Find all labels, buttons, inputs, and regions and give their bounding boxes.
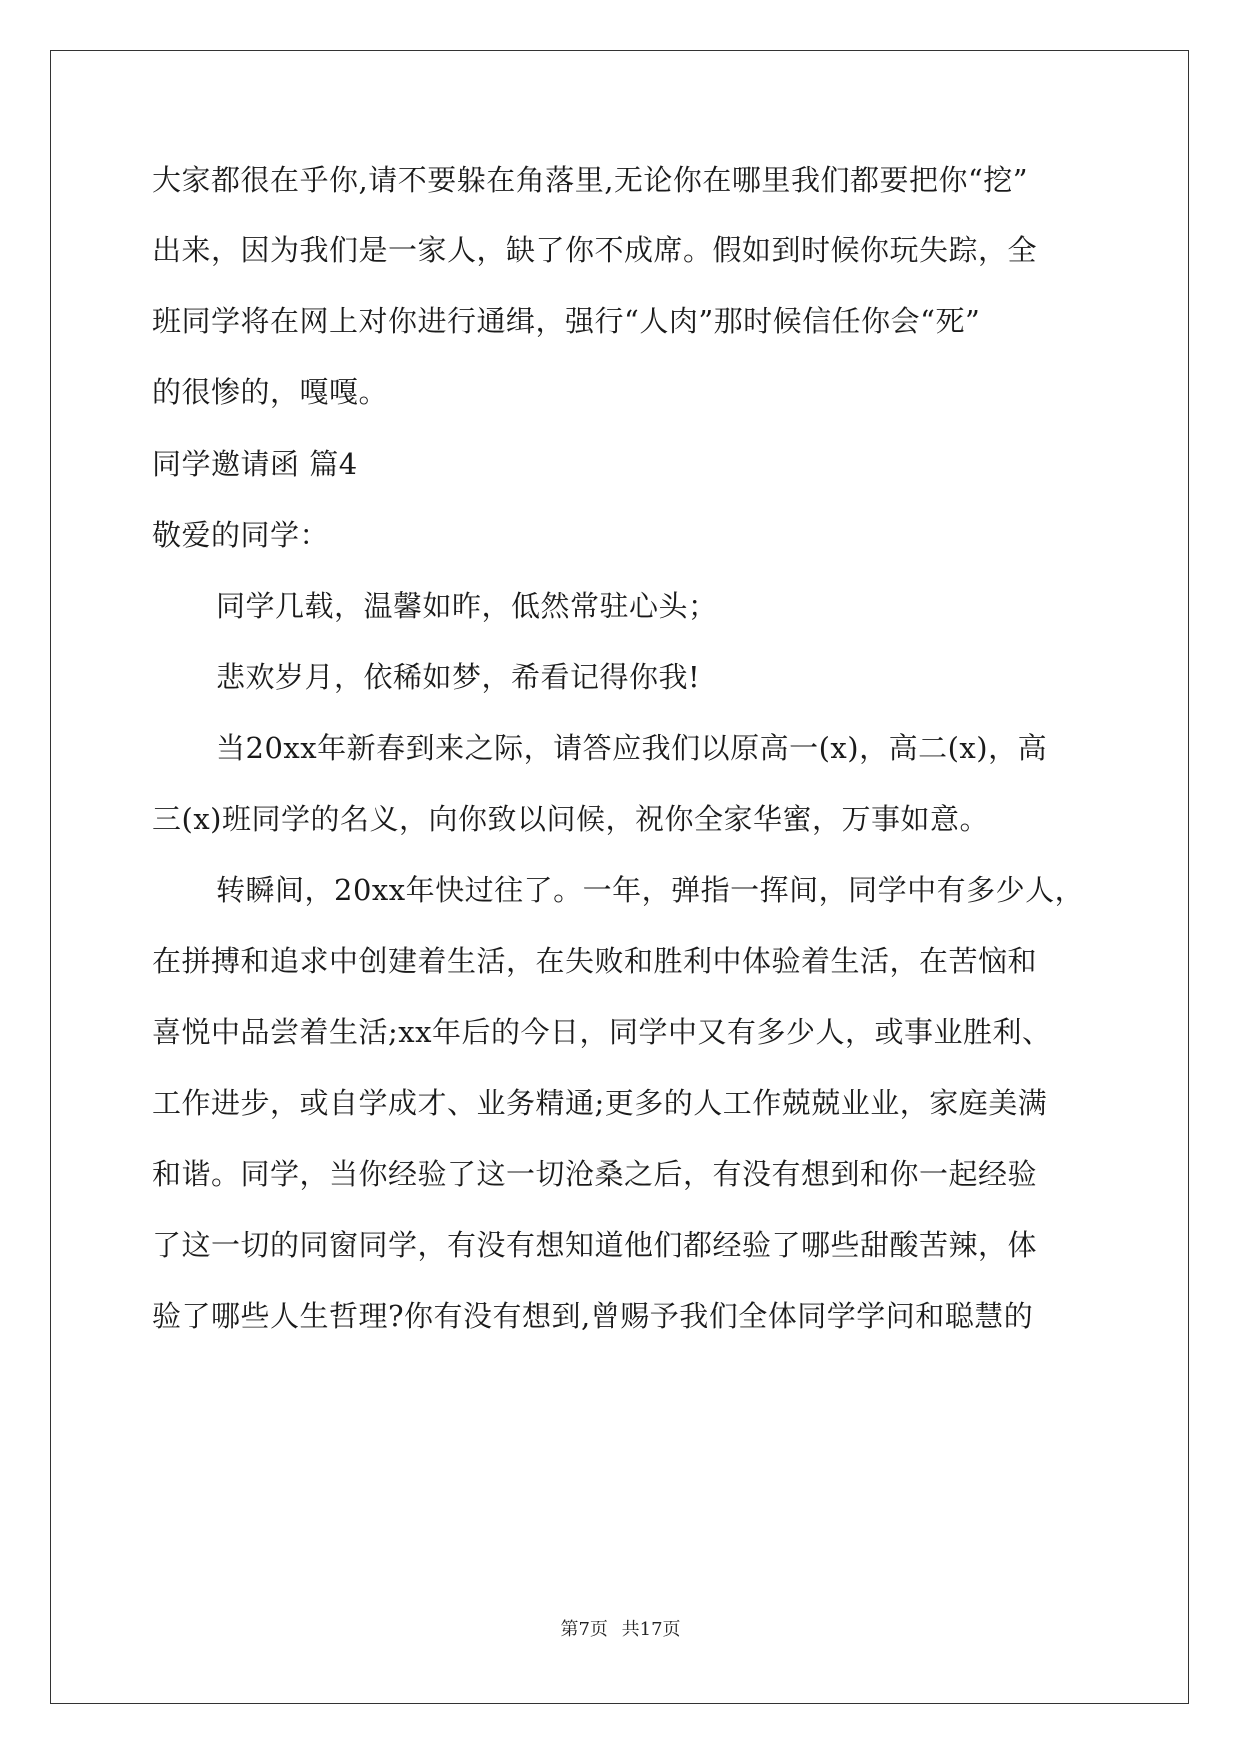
body-text-line: 在拼搏和追求中创建着生活，在失败和胜利中体验着生活，在苦恼和 <box>152 944 1038 978</box>
body-text-line: 悲欢岁月，依稀如梦，希看记得你我! <box>216 660 701 694</box>
page-number: 第7页 <box>560 1619 608 1640</box>
body-text-line: 喜悦中品尝着生活;xx年后的今日，同学中又有多少人，或事业胜利、 <box>152 1015 1052 1049</box>
body-text-line: 班同学将在网上对你进行通缉，强行“人肉”那时候信任你会“死” <box>152 304 981 338</box>
body-text-line: 了这一切的同窗同学，有没有想知道他们都经验了哪些甜酸苦辣，体 <box>152 1228 1038 1262</box>
body-text-line: 验了哪些人生哲理?你有没有想到,曾赐予我们全体同学学问和聪慧的 <box>152 1299 1034 1333</box>
body-text-line: 的很惨的，嘎嘎。 <box>152 375 389 409</box>
body-text-line: 当20xx年新春到来之际，请答应我们以原高一(x)，高二(x)，高 <box>216 731 1048 765</box>
body-text-line: 同学几载，温馨如昨，低然常驻心头； <box>216 589 718 623</box>
body-text-line: 大家都很在乎你,请不要躲在角落里,无论你在哪里我们都要把你“挖” <box>152 163 1029 197</box>
body-text-line: 转瞬间，20xx年快过往了。一年，弹指一挥间，同学中有多少人， <box>216 873 1085 907</box>
page-total: 共17页 <box>621 1619 681 1640</box>
body-text-line: 三(x)班同学的名义，向你致以问候，祝你全家华蜜，万事如意。 <box>152 802 989 836</box>
body-text-line: 工作进步，或自学成才、业务精通;更多的人工作兢兢业业，家庭美满 <box>152 1086 1048 1120</box>
section-heading: 同学邀请函 篇4 <box>152 447 358 481</box>
salutation: 敬爱的同学： <box>152 518 330 552</box>
body-text-line: 和谐。同学，当你经验了这一切沧桑之后，有没有想到和你一起经验 <box>152 1157 1038 1191</box>
body-text-line: 出来，因为我们是一家人，缺了你不成席。假如到时候你玩失踪，全 <box>152 233 1038 267</box>
page-footer <box>0 1618 1241 1642</box>
